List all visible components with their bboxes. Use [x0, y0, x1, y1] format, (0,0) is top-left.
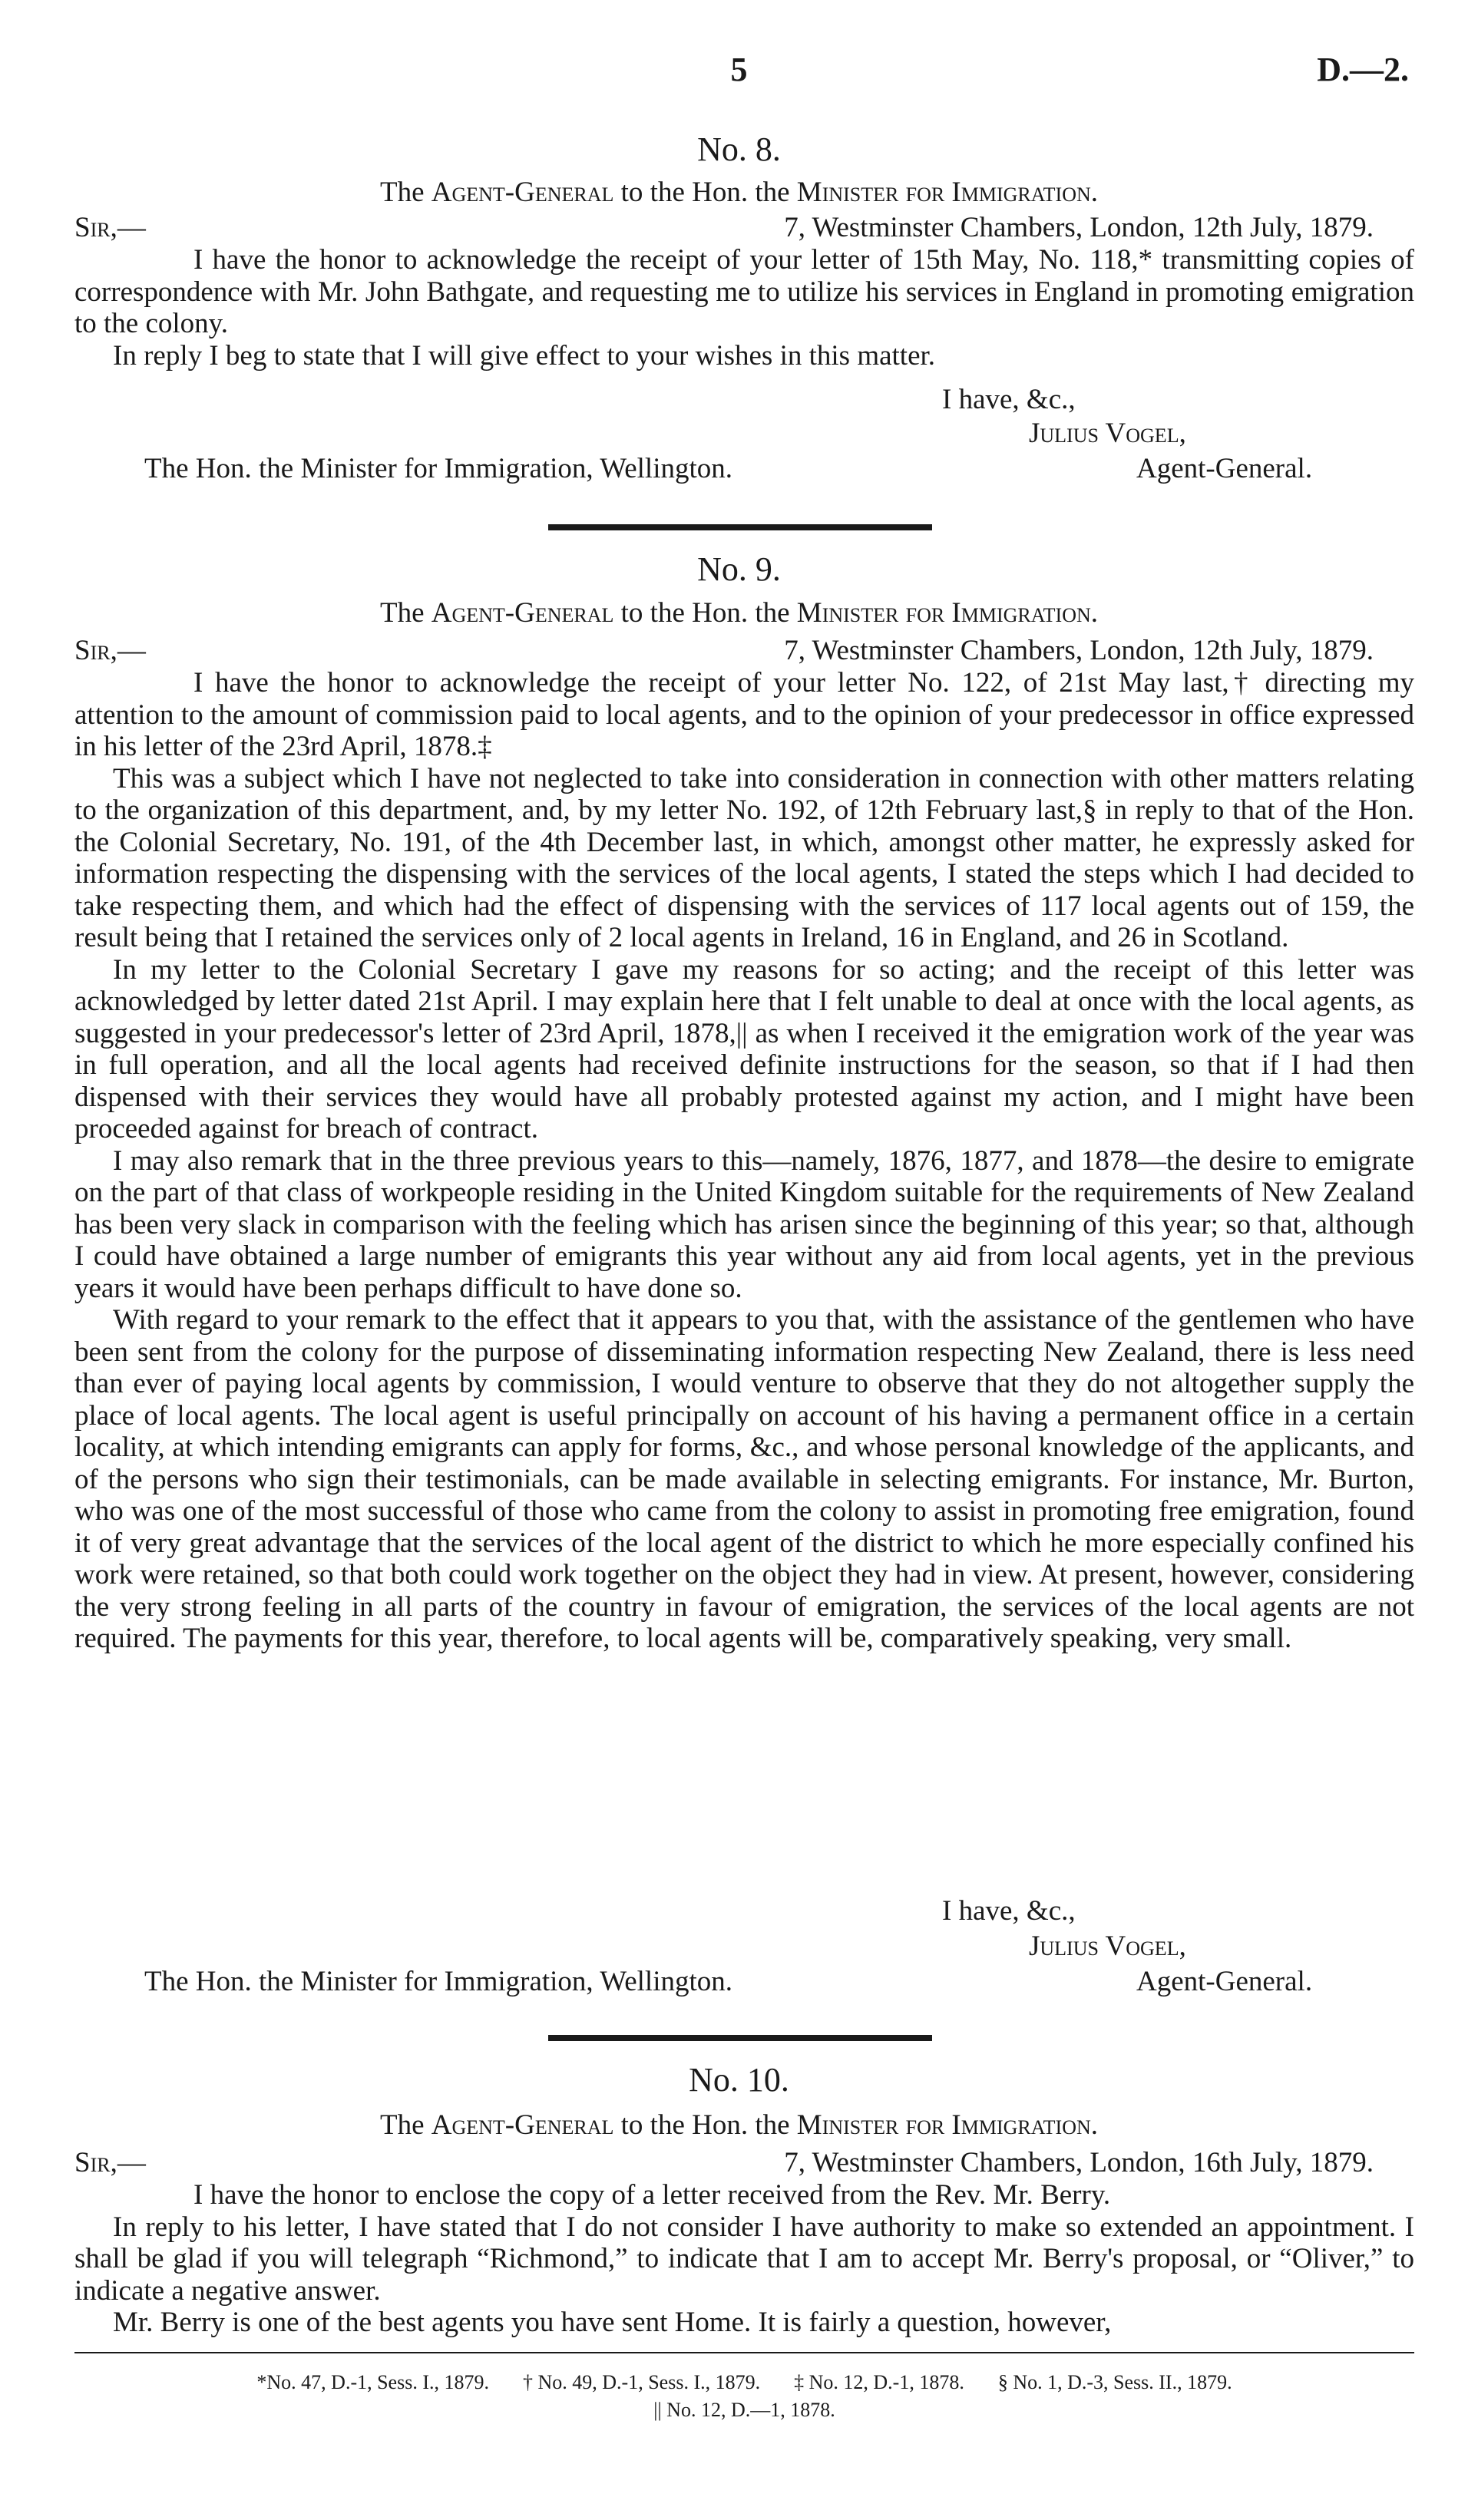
paragraph: In my letter to the Colonial Secretary I gave my reasons for so acting; and the receipt of this letter was acknowledged by letter dated 21st April. I may explain here that I felt unable to deal at once with the local agents, as suggested in your predecessor's letter of 23rd April, 1878,|| as when I received it the emigration work of the year was in full operation, and all the local agents had received definite instructions for the season, so that if I had then dispensed with their services they would have all probably protested against my action, and I might have been proceeded against for breach of contract.	[74, 953, 1414, 1144]
paragraph: In reply to his letter, I have stated that I do not consider I have authority to make so extended an appointment. I shall be glad if you will telegraph “Richmond,” to indicate that I am to accept Mr. Berry's proposal, or “Oliver,” to indicate a negative answer.	[74, 2211, 1414, 2307]
salutation: Sir,—	[74, 212, 146, 243]
heading-prefix: The	[379, 597, 431, 629]
paragraph: In reply I beg to state that I will give effect to your wishes in this matter.	[113, 339, 936, 372]
section-reference: D.—2.	[1317, 51, 1409, 88]
letter-body	[74, 667, 1414, 1655]
signature-title: Agent-General.	[1136, 453, 1313, 484]
paragraph: I have the honor to enclose the copy of a letter received from the Rev. Mr. Berry.	[193, 2179, 1111, 2211]
heading-middle: to the Hon. the	[613, 2109, 797, 2141]
paragraph: I have the honor to acknowledge the receipt of your letter of 15th May, No. 118,* transmitting copies of correspondence with Mr. John Bathgate, and requesting me to utilize his services in England in promoting emigration to the colony.	[74, 244, 1414, 339]
sender-address: 7, Westminster Chambers, London, 16th July, 1879.	[784, 2147, 1374, 2178]
heading-suffix: .	[1090, 597, 1099, 629]
heading-middle: to the Hon. the	[613, 177, 797, 208]
closing: I have, &c.,	[942, 384, 1076, 415]
footnote: § No. 1, D.-3, Sess. II., 1879.	[997, 2371, 1232, 2393]
heading-from: Agent-General	[431, 177, 614, 208]
letter-body	[74, 2179, 1414, 2339]
paragraph: I may also remark that in the three previous years to this—namely, 1876, 1877, and 1878—the desire to emigrate on the part of that class of workpeople residing in the United Kingdom suitable for the requirements of New Zealand has been very slack in comparison with the feeling which has arisen since the beginning of this year; so that, although I could have obtained a large number of emigrants this year without any aid from local agents, yet in the previous years it would have been perhaps difficult to have done so.	[74, 1144, 1414, 1304]
salutation: Sir,—	[74, 635, 146, 666]
paragraph: With regard to your remark to the effect that it appears to you that, with the assistance of the gentlemen who have been sent from the colony for the purpose of disseminating information respecting New Zealand, there is less need than ever of paying local agents by commission, I would venture to observe that they do not altogether supply the place of local agents. The local agent is useful principally on account of his having a permanent office in a certain locality, at which intending emigrants can apply for forms, &c., and whose personal knowledge of the applicants, and of the persons who sign their testimonials, can be made available in selecting emigrants. For instance, Mr. Burton, who was one of the most successful of those who came from the colony to assist in promoting free emigration, found it of very great advantage that the services of the local agent of the district to which he more especially confined his work were retained, so that both could work together on the object they had in view. At present, however, considering the very strong feeling in all parts of the country in favour of emigration, the services of the local agents are not required. The payments for this year, therefore, to local agents will be, comparatively speaking, very small.	[74, 1304, 1414, 1654]
letter-number: No. 10.	[689, 2061, 789, 2099]
letter-heading	[0, 597, 1478, 629]
sender-address: 7, Westminster Chambers, London, 12th July, 1879.	[784, 212, 1374, 243]
signature-name: Julius Vogel,	[1029, 418, 1186, 449]
paragraph: Mr. Berry is one of the best agents you have sent Home. It is fairly a question, however,	[113, 2307, 1112, 2338]
footnote: ‡ No. 12, D.-1, 1878.	[794, 2371, 964, 2393]
section-divider	[548, 524, 932, 530]
signature-name: Julius Vogel,	[1029, 1930, 1186, 1962]
addressee: The Hon. the Minister for Immigration, Wellington.	[144, 453, 733, 484]
sender-address: 7, Westminster Chambers, London, 12th July, 1879.	[784, 635, 1374, 666]
signature-title: Agent-General.	[1136, 1966, 1313, 1997]
paragraph: I have the honor to acknowledge the receipt of your letter No. 122, of 21st May last,† directing my attention to the amount of commission paid to local agents, and to the opinion of your predecessor in office expressed in his letter of the 23rd April, 1878.‡	[74, 667, 1414, 762]
heading-from: Agent-General	[431, 597, 614, 629]
closing: I have, &c.,	[942, 1895, 1076, 1927]
letter-body	[74, 244, 1414, 372]
paragraph: This was a subject which I have not neglected to take into consideration in connection with other matters relating to the organization of this department, and, by my letter No. 192, of 12th February last,§ in reply to that of the Hon. the Colonial Secretary, No. 191, of the 4th December last, in which, amongst other matter, he expressly asked for information respecting the dispensing with the services of the local agents, I stated the steps which I had decided to take respecting them, and which had the effect of dispensing with the services of 117 local agents out of 159, the result being that I retained the services only of 2 local agents in Ireland, 16 in England, and 26 in Scotland.	[74, 762, 1414, 953]
letter-heading	[0, 177, 1478, 209]
heading-middle: to the Hon. the	[613, 597, 797, 629]
section-divider	[548, 2035, 932, 2041]
heading-prefix: The	[379, 2109, 431, 2141]
footnote: † No. 49, D.-1, Sess. I., 1879.	[523, 2371, 761, 2393]
letter-heading	[0, 2109, 1478, 2142]
letter-number: No. 9.	[697, 550, 781, 588]
footnote-line	[74, 2369, 1414, 2396]
heading-from: Agent-General	[431, 2109, 614, 2141]
heading-suffix: .	[1090, 2109, 1099, 2141]
footnote-rule	[74, 2352, 1414, 2353]
addressee: The Hon. the Minister for Immigration, Wellington.	[144, 1966, 733, 1997]
heading-suffix: .	[1090, 177, 1099, 208]
footnote: *No. 47, D.-1, Sess. I., 1879.	[256, 2371, 489, 2393]
heading-to: Minister for Immigration	[796, 177, 1091, 208]
heading-to: Minister for Immigration	[796, 2109, 1091, 2141]
page-number: 5	[730, 51, 748, 88]
footnote-line	[74, 2396, 1414, 2424]
salutation: Sir,—	[74, 2147, 146, 2178]
footnotes	[74, 2369, 1414, 2424]
heading-to: Minister for Immigration	[796, 597, 1091, 629]
footnote: || No. 12, D.—1, 1878.	[653, 2399, 835, 2421]
heading-prefix: The	[379, 177, 431, 208]
letter-number: No. 8.	[697, 130, 781, 168]
